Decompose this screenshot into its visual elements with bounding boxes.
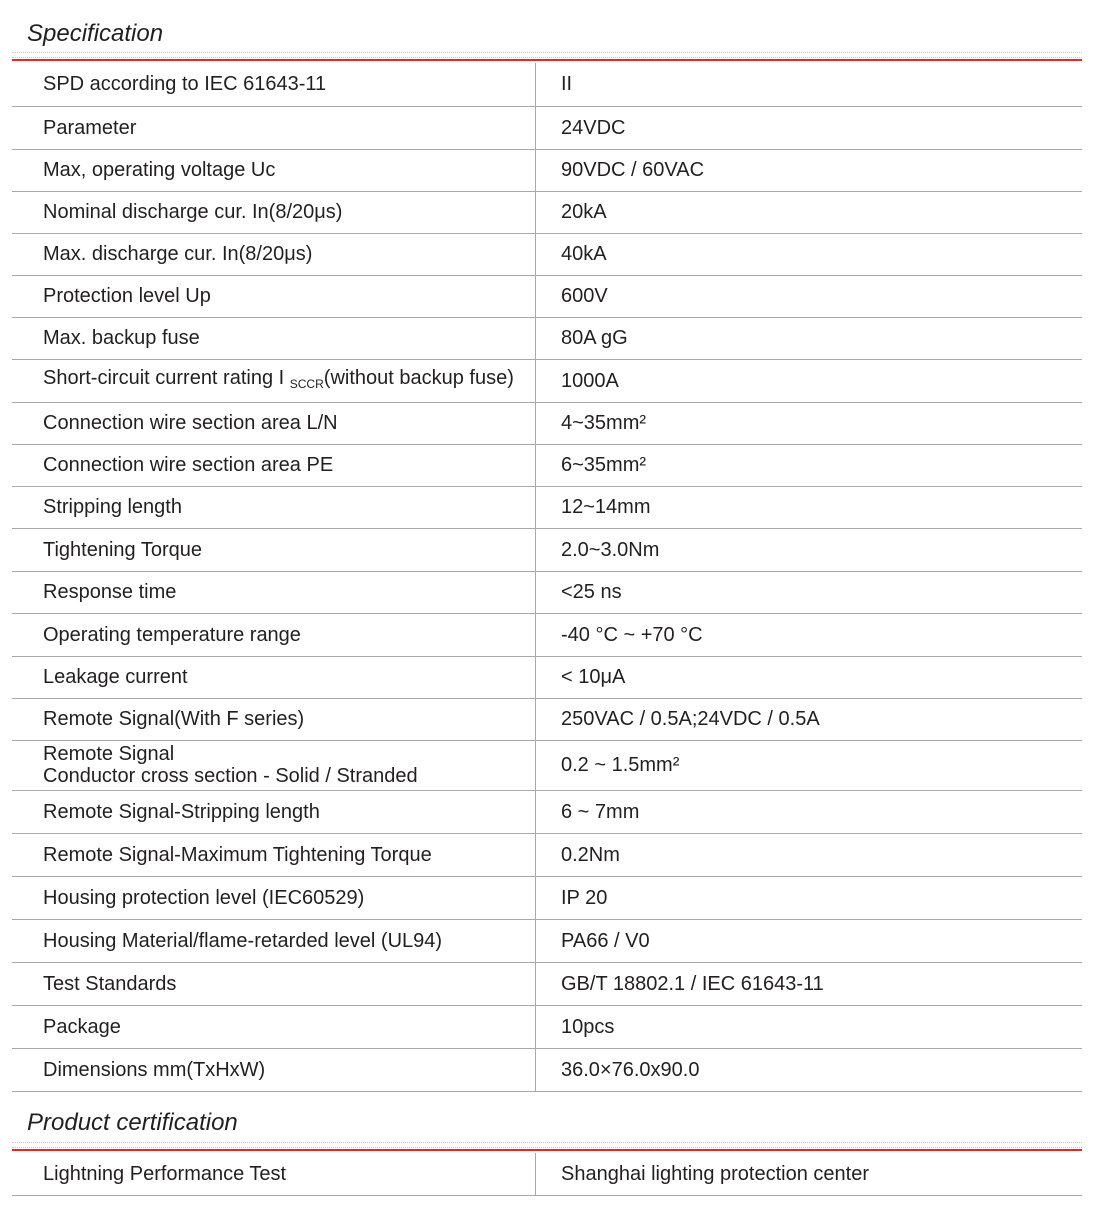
label-subscript: SCCR bbox=[289, 376, 324, 391]
spec-value: 36.0×76.0x90.0 bbox=[536, 1048, 1083, 1091]
table-row bbox=[12, 919, 1082, 962]
table-row bbox=[12, 656, 1082, 698]
spec-value: 10pcs bbox=[536, 1005, 1083, 1048]
spec-value: PA66 / V0 bbox=[536, 919, 1083, 962]
certification-title: Product certification bbox=[27, 1109, 238, 1136]
table-row bbox=[12, 233, 1082, 275]
spec-value: 12~14mm bbox=[536, 486, 1083, 528]
spec-label: Remote Signal-Maximum Tightening Torque bbox=[12, 833, 536, 876]
table-row bbox=[12, 876, 1082, 919]
table-row bbox=[12, 698, 1082, 740]
table-row bbox=[12, 444, 1082, 486]
table-row bbox=[12, 149, 1082, 191]
spec-label: Tightening Torque bbox=[12, 528, 536, 571]
table-row bbox=[12, 63, 1082, 106]
spec-label: Nominal discharge cur. In(8/20μs) bbox=[12, 191, 536, 233]
table-row bbox=[12, 191, 1082, 233]
certification-table bbox=[12, 1153, 1082, 1196]
specification-title: Specification bbox=[27, 20, 164, 47]
spec-label: Protection level Up bbox=[12, 275, 536, 317]
spec-label: Remote Signal-Stripping length bbox=[12, 790, 536, 833]
spec-value: IP 20 bbox=[536, 876, 1083, 919]
spec-value: 24VDC bbox=[536, 106, 1083, 149]
table-row bbox=[12, 486, 1082, 528]
spec-value: 0.2 ~ 1.5mm² bbox=[536, 740, 1083, 790]
spec-label: Parameter bbox=[12, 106, 536, 149]
spec-value: -40 °C ~ +70 °C bbox=[536, 613, 1083, 656]
table-row bbox=[12, 528, 1082, 571]
spec-value: GB/T 18802.1 / IEC 61643-11 bbox=[536, 962, 1083, 1005]
table-row bbox=[12, 1005, 1082, 1048]
spec-value: 4~35mm² bbox=[536, 402, 1083, 444]
table-row bbox=[12, 790, 1082, 833]
spec-label: Lightning Performance Test bbox=[12, 1153, 536, 1195]
spec-value: Shanghai lighting protection center bbox=[536, 1153, 1083, 1195]
spec-label: Operating temperature range bbox=[12, 613, 536, 656]
spec-value: <25 ns bbox=[536, 571, 1083, 613]
spec-label: Connection wire section area PE bbox=[12, 444, 536, 486]
spec-value: II bbox=[536, 63, 1083, 106]
spec-label: Leakage current bbox=[12, 656, 536, 698]
spec-value: 80A gG bbox=[536, 317, 1083, 359]
certification-rule bbox=[12, 1142, 1082, 1152]
spec-label: Connection wire section area L/N bbox=[12, 402, 536, 444]
spec-label: Housing protection level (IEC60529) bbox=[12, 876, 536, 919]
spec-label: Max, operating voltage Uc bbox=[12, 149, 536, 191]
spec-label: Package bbox=[12, 1005, 536, 1048]
spec-label: Test Standards bbox=[12, 962, 536, 1005]
spec-value: 1000A bbox=[536, 359, 1083, 402]
spec-label: Remote Signal Conductor cross section - Solid / Stranded bbox=[12, 740, 536, 790]
spec-value: 6 ~ 7mm bbox=[536, 790, 1083, 833]
table-row bbox=[12, 1153, 1082, 1195]
table-row bbox=[12, 1048, 1082, 1091]
spec-label: Response time bbox=[12, 571, 536, 613]
table-row bbox=[12, 402, 1082, 444]
spec-value: 40kA bbox=[536, 233, 1083, 275]
spec-label: Max. discharge cur. In(8/20μs) bbox=[12, 233, 536, 275]
spec-value: < 10μA bbox=[536, 656, 1083, 698]
spec-value: 6~35mm² bbox=[536, 444, 1083, 486]
spec-label: Max. backup fuse bbox=[12, 317, 536, 359]
spec-label: Housing Material/flame-retarded level (UL94) bbox=[12, 919, 536, 962]
table-row bbox=[12, 317, 1082, 359]
table-row bbox=[12, 613, 1082, 656]
table-row bbox=[12, 962, 1082, 1005]
spec-value: 250VAC / 0.5A;24VDC / 0.5A bbox=[536, 698, 1083, 740]
spec-label: Stripping length bbox=[12, 486, 536, 528]
table-row bbox=[12, 359, 1082, 402]
spec-value: 20kA bbox=[536, 191, 1083, 233]
spec-label: Dimensions mm(TxHxW) bbox=[12, 1048, 536, 1091]
table-row bbox=[12, 275, 1082, 317]
spec-value: 600V bbox=[536, 275, 1083, 317]
table-row bbox=[12, 740, 1082, 790]
specification-rule bbox=[12, 52, 1082, 62]
spec-label: SPD according to IEC 61643-11 bbox=[12, 63, 536, 106]
spec-label: Remote Signal(With F series) bbox=[12, 698, 536, 740]
spec-value: 90VDC / 60VAC bbox=[536, 149, 1083, 191]
spec-value: 2.0~3.0Nm bbox=[536, 528, 1083, 571]
table-row bbox=[12, 106, 1082, 149]
spec-label: Short-circuit current rating I $_{SCCR}$(without backup fuse) bbox=[12, 359, 536, 402]
spec-value: 0.2Nm bbox=[536, 833, 1083, 876]
table-row bbox=[12, 833, 1082, 876]
table-row bbox=[12, 571, 1082, 613]
specification-table bbox=[12, 63, 1082, 1092]
